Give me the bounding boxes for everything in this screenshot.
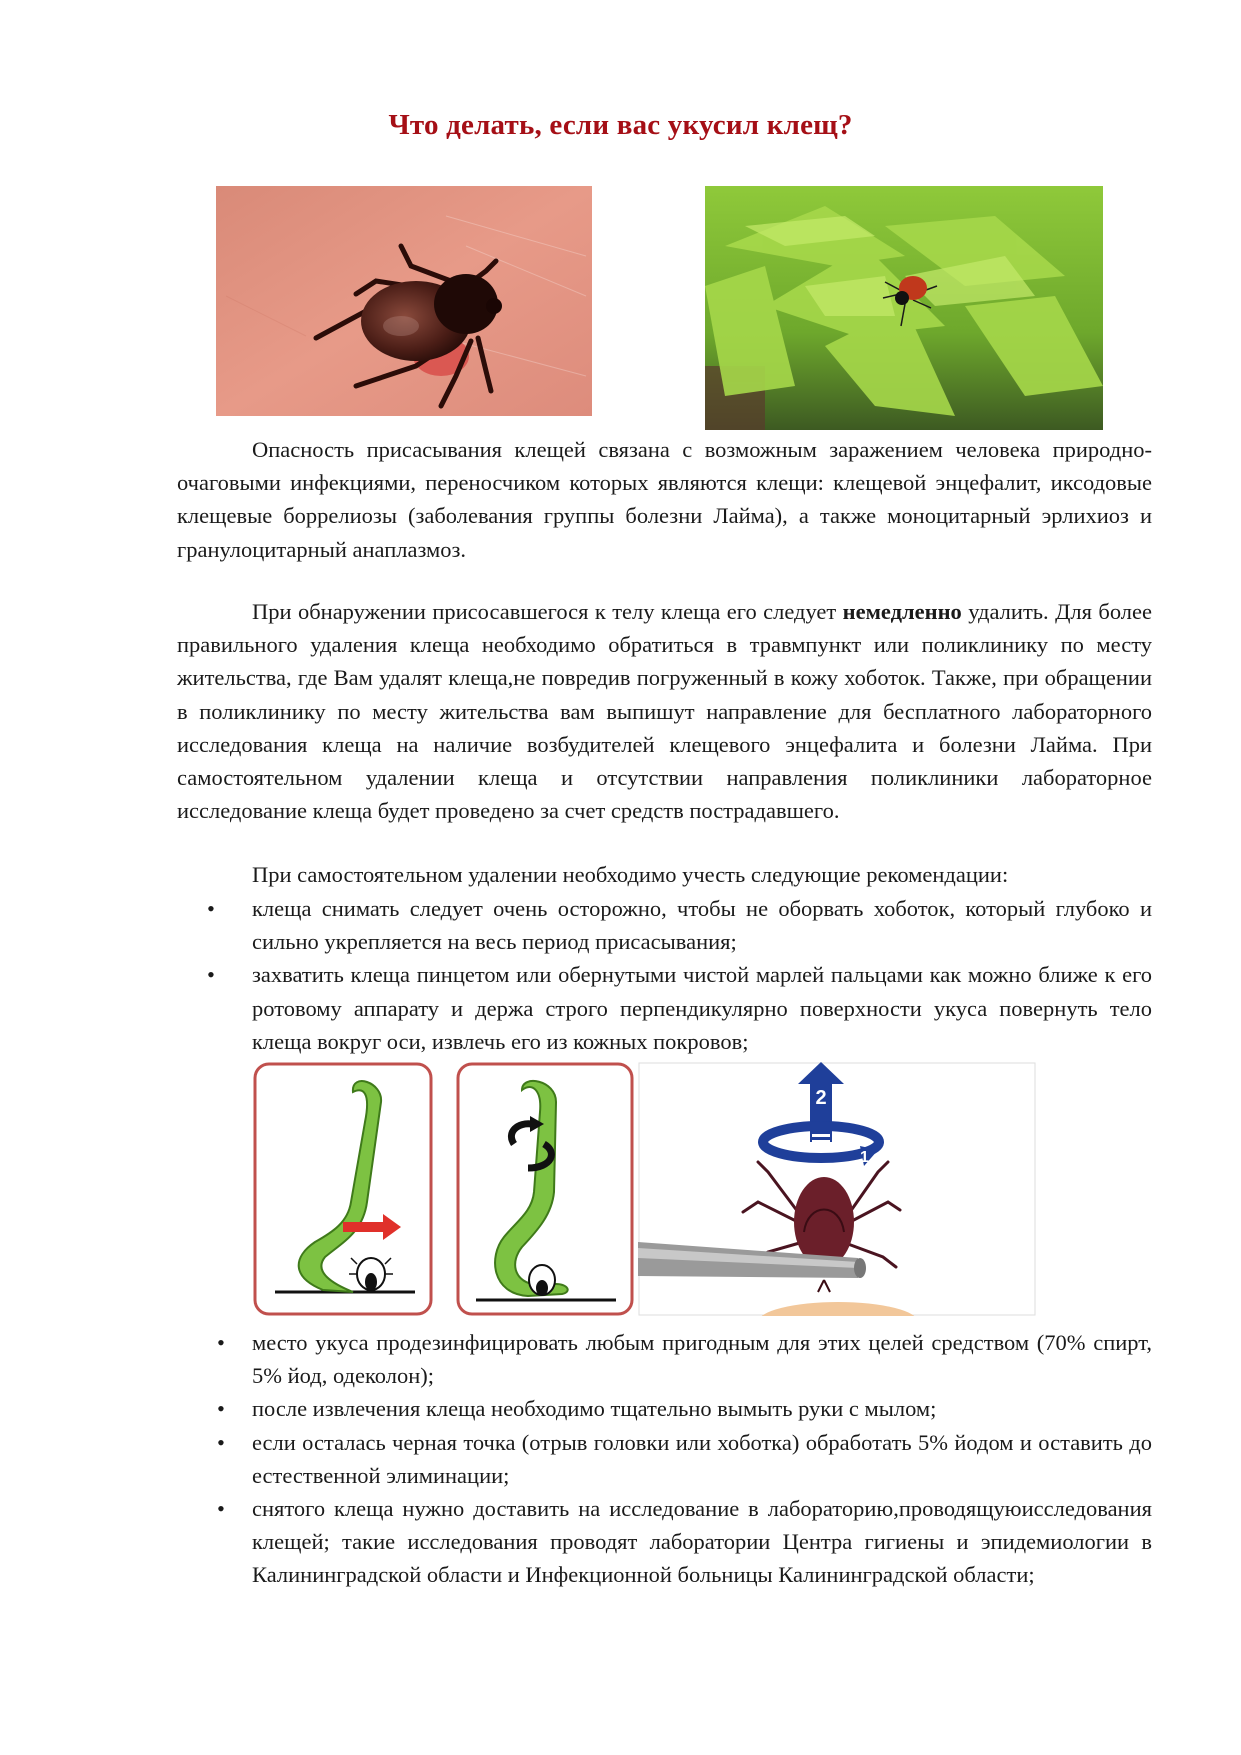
recommendations-list-2: [177, 1326, 1152, 1592]
step-label-2: 2: [815, 1087, 827, 1109]
list-item: [177, 1492, 1152, 1592]
step-label-1: 1: [860, 1149, 869, 1166]
recommendations-list-1: [177, 892, 1152, 1058]
diagram-hook-approach: [253, 1062, 433, 1316]
page-title: Что делать, если вас укусил клещ?: [388, 109, 853, 142]
photo-tick-on-skin: [216, 186, 592, 416]
list-item-text: если осталась черная точка (отрыв головки или хоботка) обработать 5% йодом и оставить до естественной элиминации;: [252, 1429, 1152, 1488]
intro-paragraph-block: [177, 433, 1152, 566]
detection-text-start: При обнаружении присосавшегося к телу клеща его следует: [252, 599, 843, 624]
recommendations-intro-block: [177, 858, 1152, 891]
detection-paragraph: [177, 595, 1152, 827]
intro-paragraph: Опасность присасывания клещей связана с возможным заражением человека природно-очаговыми инфекциями, переносчиком которых являются клещи: клещевой энцефалит, иксодовые клещевые боррелиозы (заболевания группы болезни Лайма), а также моноцитарный эрлихиоз и гранулоцитарный анаплазмоз.: [177, 437, 1152, 562]
bullet-icon: •: [217, 1396, 225, 1422]
list-item-text: место укуса продезинфицировать любым пригодным для этих целей средством (70% спирт, 5% йод, одеколон);: [252, 1330, 1152, 1389]
detection-emphasis: немедленно: [842, 599, 962, 624]
bullet-icon: •: [217, 1330, 225, 1355]
list-item-text: захватить клеща пинцетом или обернутыми чистой марлей пальцами как можно ближе к его ротовому аппарату и держа строго перпендикулярно поверхности укуса повернуть тело клеща вокруг оси, извлечь его из кожных покровов;: [252, 962, 1152, 1054]
diagram-tweezers-rotate-pull: [638, 1062, 1036, 1316]
photo-tick-on-grass: [705, 186, 1103, 430]
recommendations-intro: При самостоятельном удалении необходимо учесть следующие рекомендации:: [252, 862, 1009, 887]
list-item-text: клеща снимать следует очень осторожно, чтобы не оборвать хоботок, который глубоко и сильно укрепляется на весь период присасывания;: [252, 896, 1152, 955]
list-item: [177, 958, 1152, 1058]
detection-paragraph-block: [177, 595, 1152, 827]
list-item: [177, 1326, 1152, 1392]
bullet-icon: •: [207, 896, 215, 921]
bullet-icon: •: [207, 962, 215, 988]
list-item: [177, 892, 1152, 958]
list-item-text: после извлечения клеща необходимо тщательно вымыть руки с мылом;: [252, 1396, 937, 1422]
list-item: [177, 1392, 1152, 1425]
bullet-icon: •: [217, 1429, 225, 1455]
list-item: [177, 1426, 1152, 1492]
bullet-icon: •: [217, 1496, 225, 1522]
detection-text-end: удалить. Для более правильного удаления клеща необходимо обратиться в травмпункт или поликлинику по месту жительства, где Вам удалят клеща,не повредив погруженный в кожу хоботок. Также, при обращении в поликлинику по месту жительства вам выпишут направление для бесплатного лабораторного исследования клеща на наличие возбудителей клещевого энцефалита и болезни Лайма. При самостоятельном удалении клеща и отсутствии направления поликлиники лабораторное исследование клеща будет проведено за счет средств пострадавшего.: [177, 599, 1153, 824]
diagram-hook-twist: [456, 1062, 634, 1316]
list-item-text: снятого клеща нужно доставить на исследование в лабораторию,проводящуюисследования клещей; такие исследования проводят лаборатории Центра гигиены и эпидемиологии в Калининградской области и Инфекционной больницы Калининградской области;: [252, 1496, 1152, 1588]
tick-icon: [529, 1265, 555, 1296]
